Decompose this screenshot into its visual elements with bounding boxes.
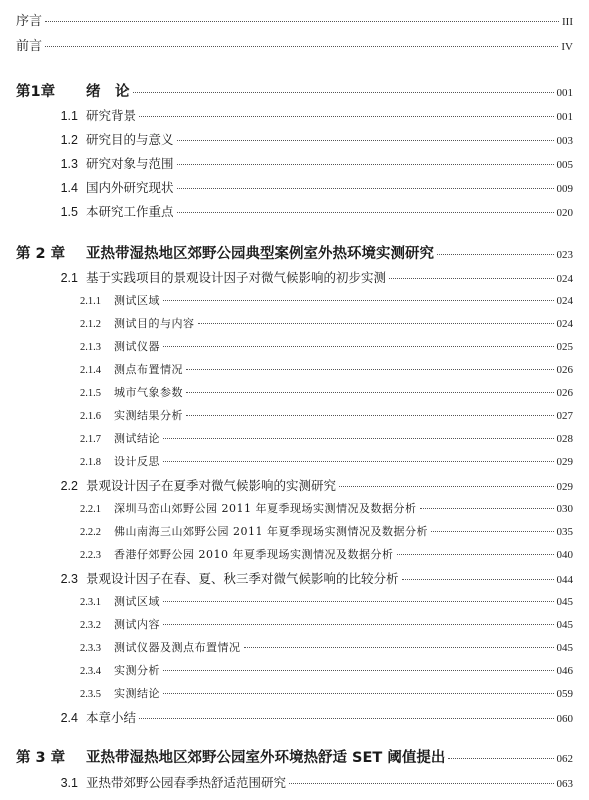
section-number: 1.3 (60, 157, 78, 171)
toc-chapter-3[interactable] (0, 746, 589, 767)
toc-page: 027 (556, 410, 573, 422)
dot-leader (420, 508, 554, 509)
dot-leader (163, 300, 554, 301)
section-title: 研究目的与意义 (86, 132, 174, 147)
toc-title: 前言 (16, 39, 43, 54)
section-number: 2.1 (60, 271, 78, 285)
toc-page: 045 (556, 596, 573, 608)
toc-subsection[interactable] (0, 500, 589, 516)
toc-page: IV (561, 41, 573, 53)
toc-page: III (562, 16, 573, 28)
subsection-number: 2.1.1 (80, 296, 101, 307)
toc-section[interactable] (0, 202, 589, 220)
toc-page: 044 (556, 574, 573, 586)
toc-page: 020 (556, 207, 573, 219)
toc-page: 024 (556, 318, 573, 330)
dot-leader (339, 486, 553, 487)
dot-leader (45, 21, 559, 22)
subsection-number: 2.3.5 (80, 689, 101, 700)
subsection-title: 测试目的与内容 (114, 317, 195, 330)
toc-page: 030 (556, 503, 573, 515)
dot-leader (177, 188, 554, 189)
toc-page: 009 (556, 183, 573, 195)
subsection-title: 测试结论 (114, 432, 160, 445)
dot-leader (163, 438, 554, 439)
toc-page: 045 (556, 642, 573, 654)
section-number: 2.3 (60, 572, 78, 586)
toc-page: 001 (556, 87, 573, 99)
toc-page: 040 (556, 549, 573, 561)
toc-section[interactable] (0, 178, 589, 196)
chapter-number: 第 2 章 (16, 246, 66, 262)
subsection-number: 2.1.6 (80, 411, 101, 422)
subsection-number: 2.1.4 (80, 365, 101, 376)
subsection-number: 2.2.2 (80, 527, 101, 538)
subsection-title: 香港仔郊野公园 2010 年夏季现场实测情况及数据分析 (114, 548, 394, 561)
subsection-number: 2.3.2 (80, 620, 101, 631)
dot-leader (198, 323, 554, 324)
toc-section[interactable] (0, 569, 589, 587)
subsection-title: 佛山南海三山郊野公园 2011 年夏季现场实测情况及数据分析 (114, 525, 428, 538)
subsection-number: 2.1.3 (80, 342, 101, 353)
toc-subsection[interactable] (0, 685, 589, 701)
toc-page: 024 (556, 295, 573, 307)
subsection-number: 2.3.1 (80, 597, 101, 608)
subsection-number: 2.2.1 (80, 504, 101, 515)
subsection-title: 实测分析 (114, 664, 160, 677)
toc-subsection[interactable] (0, 407, 589, 423)
section-title: 本研究工作重点 (86, 204, 174, 219)
dot-leader (244, 647, 554, 648)
toc-page: 001 (556, 111, 573, 123)
toc-section[interactable] (0, 154, 589, 172)
toc-page: 062 (556, 753, 573, 765)
dot-leader (163, 670, 554, 671)
section-title: 研究对象与范围 (86, 156, 174, 171)
toc-subsection[interactable] (0, 430, 589, 446)
subsection-title: 实测结果分析 (114, 409, 183, 422)
toc-subsection[interactable] (0, 593, 589, 609)
dot-leader (177, 164, 554, 165)
toc-subsection[interactable] (0, 338, 589, 354)
toc-page: 060 (556, 713, 573, 725)
dot-leader (163, 624, 554, 625)
dot-leader (139, 718, 553, 719)
section-title: 本章小结 (86, 710, 137, 725)
toc-title: 序言 (16, 14, 43, 29)
toc-section[interactable] (0, 106, 589, 124)
subsection-title: 测点布置情况 (114, 363, 183, 376)
subsection-number: 2.3.3 (80, 643, 101, 654)
toc-section[interactable] (0, 773, 589, 791)
toc-entry-preface[interactable] (0, 10, 589, 29)
toc-section[interactable] (0, 708, 589, 726)
chapter-title: 亚热带湿热地区郊野公园典型案例室外热环境实测研究 (86, 246, 434, 262)
dot-leader (163, 693, 554, 694)
section-title: 景观设计因子在夏季对微气候影响的实测研究 (86, 478, 337, 493)
dot-leader (163, 601, 554, 602)
dot-leader (163, 461, 554, 462)
toc-subsection[interactable] (0, 523, 589, 539)
chapter-number: 第1章 (16, 84, 56, 100)
dot-leader (133, 92, 554, 93)
toc-subsection[interactable] (0, 361, 589, 377)
subsection-title: 测试内容 (114, 618, 160, 631)
section-number: 2.4 (60, 711, 78, 725)
subsection-number: 2.1.8 (80, 457, 101, 468)
subsection-title: 测试区域 (114, 595, 160, 608)
subsection-number: 2.2.3 (80, 550, 101, 561)
section-number: 1.2 (60, 133, 78, 147)
dot-leader (397, 554, 554, 555)
dot-leader (186, 392, 554, 393)
dot-leader (163, 346, 554, 347)
toc-subsection[interactable] (0, 315, 589, 331)
toc-page: 035 (556, 526, 573, 538)
chapter-number: 第 3 章 (16, 750, 66, 766)
toc-subsection[interactable] (0, 292, 589, 308)
dot-leader (389, 278, 553, 279)
toc-subsection[interactable] (0, 384, 589, 400)
toc-section[interactable] (0, 130, 589, 148)
section-number: 2.2 (60, 479, 78, 493)
toc-page: 023 (556, 249, 573, 261)
chapter-title: 亚热带湿热地区郊野公园室外环境热舒适 SET 阈值提出 (86, 750, 446, 766)
toc-subsection[interactable] (0, 546, 589, 562)
toc-page: 024 (556, 273, 573, 285)
toc-section[interactable] (0, 268, 589, 286)
toc-page: 026 (556, 364, 573, 376)
subsection-title: 测试仪器及测点布置情况 (114, 641, 241, 654)
toc-subsection[interactable] (0, 639, 589, 655)
toc-page: 003 (556, 135, 573, 147)
dot-leader (448, 758, 553, 759)
dot-leader (437, 254, 554, 255)
toc-page: 005 (556, 159, 573, 171)
toc-page: 026 (556, 387, 573, 399)
section-number: 1.1 (60, 109, 78, 123)
section-title: 景观设计因子在春、夏、秋三季对微气候影响的比较分析 (86, 571, 399, 586)
toc-chapter-2[interactable] (0, 242, 589, 263)
dot-leader (45, 46, 558, 47)
dot-leader (402, 579, 554, 580)
dot-leader (186, 415, 554, 416)
section-title: 国内外研究现状 (86, 180, 174, 195)
dot-leader (431, 531, 554, 532)
toc-chapter-1[interactable] (0, 80, 589, 101)
toc-subsection[interactable] (0, 616, 589, 632)
toc-subsection[interactable] (0, 453, 589, 469)
subsection-number: 2.1.7 (80, 434, 101, 445)
section-title: 基于实践项目的景观设计因子对微气候影响的初步实测 (86, 270, 387, 285)
section-title: 研究背景 (86, 108, 137, 123)
subsection-number: 2.1.5 (80, 388, 101, 399)
subsection-title: 实测结论 (114, 687, 160, 700)
toc-page: 063 (556, 778, 573, 790)
chapter-title: 绪 论 (86, 84, 130, 100)
subsection-title: 深圳马峦山郊野公园 2011 年夏季现场实测情况及数据分析 (114, 502, 417, 515)
subsection-number: 2.1.2 (80, 319, 101, 330)
section-number: 1.5 (60, 205, 78, 219)
toc-page: 028 (556, 433, 573, 445)
toc-entry-foreword[interactable] (0, 35, 589, 54)
section-number: 1.4 (60, 181, 78, 195)
dot-leader (139, 116, 553, 117)
subsection-title: 设计反思 (114, 455, 160, 468)
toc-page: 025 (556, 341, 573, 353)
toc-section[interactable] (0, 476, 589, 494)
dot-leader (289, 783, 553, 784)
subsection-title: 城市气象参数 (114, 386, 183, 399)
subsection-title: 测试仪器 (114, 340, 160, 353)
toc-page: 029 (556, 456, 573, 468)
section-title: 亚热带郊野公园春季热舒适范围研究 (86, 775, 287, 790)
toc-page: 029 (556, 481, 573, 493)
section-number: 3.1 (60, 776, 78, 790)
toc-subsection[interactable] (0, 662, 589, 678)
toc-page: 046 (556, 665, 573, 677)
toc-page: 045 (556, 619, 573, 631)
subsection-number: 2.3.4 (80, 666, 101, 677)
dot-leader (177, 212, 554, 213)
toc-page: 059 (556, 688, 573, 700)
subsection-title: 测试区域 (114, 294, 160, 307)
dot-leader (186, 369, 554, 370)
dot-leader (177, 140, 554, 141)
